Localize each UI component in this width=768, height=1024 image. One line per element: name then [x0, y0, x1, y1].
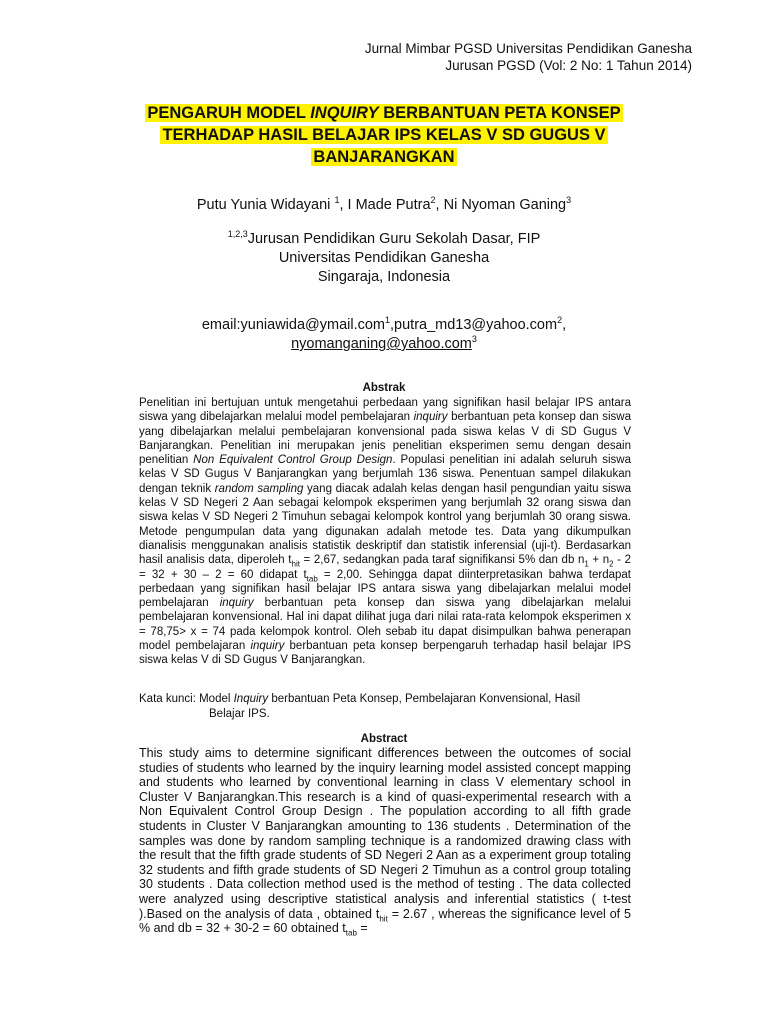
- affiliation: [0, 230, 768, 287]
- abstrak-text: + n: [588, 554, 610, 567]
- title-text: BERBANTUAN PETA KONSEP: [378, 104, 621, 122]
- abstrak-text: berbantuan peta konsep dan siswa yang dibelajarkan melalui pembelajaran konvensional. Hal ini dapat dilihat juga dari nilai rata-rata kelompok eksperimen x = 78,75> x = 74 pada kelompok kontrol. Oleh sebab itu dapat disimpulkan bahwa penerapan model pembelajaran: [139, 597, 631, 653]
- abstract-subscript: tab: [345, 928, 357, 938]
- email-block: [0, 316, 768, 354]
- title-italic: INQUIRY: [310, 104, 379, 122]
- abstrak-subscript: tab: [306, 573, 318, 583]
- abstrak-text: - 2 = 32 + 30 – 2 = 60 didapat t: [139, 554, 631, 581]
- affiliation-line-3: Singaraja, Indonesia: [317, 269, 451, 285]
- author-2-sup: 2: [430, 195, 436, 206]
- abstrak-italic: random sampling: [214, 482, 304, 495]
- journal-name: Jurnal Mimbar PGSD Universitas Pendidikan Ganesha: [364, 41, 692, 56]
- abstrak-text: berbantuan peta konsep dan siswa yang dibelajarkan melalui pembelajaran konvensional pada siswa kelas V di SD Gugus V Banjarangkan. Penelitian ini merupakan jenis penelitian eksperimen semu dengan desain penelitian: [139, 411, 631, 467]
- abstrak-italic: Non Equivalent Control Group Design: [193, 454, 393, 467]
- journal-header: [365, 40, 692, 74]
- abstrak-italic: inquiry: [219, 597, 254, 610]
- abstrak-italic: inquiry: [250, 640, 285, 653]
- title-line-2: TERHADAP HASIL BELAJAR IPS KELAS V SD GUGUS V: [162, 126, 606, 144]
- abstrak-text: berbantuan peta konsep berpengaruh terhadap hasil belajar IPS siswa kelas V di SD Gugus V Banjarangkan.: [139, 640, 631, 667]
- title-line-3: BANJARANGKAN: [313, 148, 455, 166]
- affiliation-line-2: Universitas Pendidikan Ganesha: [278, 250, 490, 266]
- abstrak-text: . Populasi penelitian ini adalah seluruh siswa kelas V SD Gugus V Banjarangkan yang berjumlah 136 siswa. Penentuan sampel dilakukan dengan teknik: [139, 454, 631, 495]
- affiliation-sup: 1,2,3: [227, 229, 248, 240]
- abstrak-subscript: hit: [291, 559, 300, 569]
- author-3-sup: 3: [566, 195, 572, 206]
- abstrak-text: yang diacak adalah kelas dengan hasil pengundian yaitu siswa kelas V SD Negeri 2 Aan sebagai kelompok eksperimen yang berjumlah 32 orang siswa dan siswa kelas V SD Negeri 2 Timuhun sebagai kelompok kontrol yang berjumlah 30 orang siswa. Metode pengumpulan data yang digunakan adalah metode tes. Data yang dikumpulkan dianalisis menggunakan analisis statistik deskriptif dan statistik inferensial (uji-t). Berdasarkan hasil analisis data, diperoleh t: [139, 482, 631, 567]
- author-1-sup: 1: [334, 195, 340, 206]
- abstrak-italic: inquiry: [413, 411, 448, 424]
- abstrak-body: [139, 396, 631, 668]
- abstrak-subscript: 1: [584, 559, 589, 569]
- abstrak-subscript: 2: [609, 559, 614, 569]
- title-text: PENGARUH MODEL: [147, 104, 311, 122]
- keywords: [139, 692, 631, 722]
- email-1[interactable]: email:yuniawida@ymail.com: [201, 317, 385, 333]
- keywords-italic: Inquiry: [233, 693, 269, 705]
- email-3-link[interactable]: nyomanganing@yahoo.com: [291, 336, 472, 352]
- abstract-text: = 2.67 , whereas the significance level of 5 % and db = 32 + 30-2 = 60 obtained t: [139, 906, 631, 936]
- keywords-continuation: Belajar IPS.: [209, 708, 270, 720]
- author-3: , Ni Nyoman Ganing: [435, 197, 567, 213]
- author-list: [0, 197, 768, 213]
- keywords-text: berbantuan Peta Konsep, Pembelajaran Konvensional, Hasil: [268, 693, 581, 705]
- email-separator: ,: [562, 317, 567, 333]
- affiliation-line-1: Jurusan Pendidikan Guru Sekolah Dasar, FIP: [247, 231, 541, 247]
- abstrak-text: Penelitian ini bertujuan untuk mengetahui perbedaan yang signifikan hasil belajar IPS antara siswa yang dibelajarkan melalui model pembelajaran: [139, 397, 631, 424]
- paper-title: [100, 102, 668, 168]
- abstract-text: =: [356, 921, 368, 936]
- abstrak-text: = 2,67, sedangkan pada taraf signifikansi 5% dan db n: [299, 554, 585, 567]
- title-line-1: [145, 104, 622, 122]
- email-1-sup: 1: [385, 315, 391, 326]
- email-2[interactable]: ,putra_md13@yahoo.com: [390, 317, 558, 333]
- abstract-subscript: hit: [379, 914, 388, 924]
- abstract-body: [139, 746, 631, 936]
- abstrak-heading: Abstrak: [362, 382, 406, 394]
- journal-volume: Jurusan PGSD (Vol: 2 No: 1 Tahun 2014): [445, 58, 692, 73]
- abstract-text: This study aims to determine significant differences between the outcomes of social studies of students who learned by the inquiry learning model assisted concept mapping and students who learned by conventional learning in class V elementary school in Cluster V Banjarangkan.This research is a kind of quasi-experimental research with a Non Equivalent Control Group Design . The population according to all fifth grade students in Cluster V Banjarangkan amounting to 136 students . Determination of the samples was done by random sampling technique is a randomized drawing class with the result that the fifth grade students of SD Negeri 2 Aan as a experiment group totaling 32 students and fifth grade students of SD Negeri 2 Timuhun as a control group totaling 30 students . Data collection method used is the method of testing . The data collected were analyzed using descriptive statistical analysis and inferential statistics ( t-test ).Based on the analysis of data , obtained t: [139, 746, 631, 921]
- email-2-sup: 2: [557, 315, 563, 326]
- author-2: , I Made Putra: [339, 197, 431, 213]
- author-1: Putu Yunia Widayani: [196, 197, 335, 213]
- email-3-sup: 3: [471, 334, 477, 345]
- abstrak-text: = 2,00. Sehingga dapat diinterpretasikan bahwa terdapat perbedaan yang signifikan hasil belajar IPS antara siswa yang dibelajarkan melalui model pembelajaran: [139, 568, 631, 610]
- keywords-label: Kata kunci: Model: [139, 693, 234, 705]
- abstract-heading: Abstract: [360, 733, 408, 745]
